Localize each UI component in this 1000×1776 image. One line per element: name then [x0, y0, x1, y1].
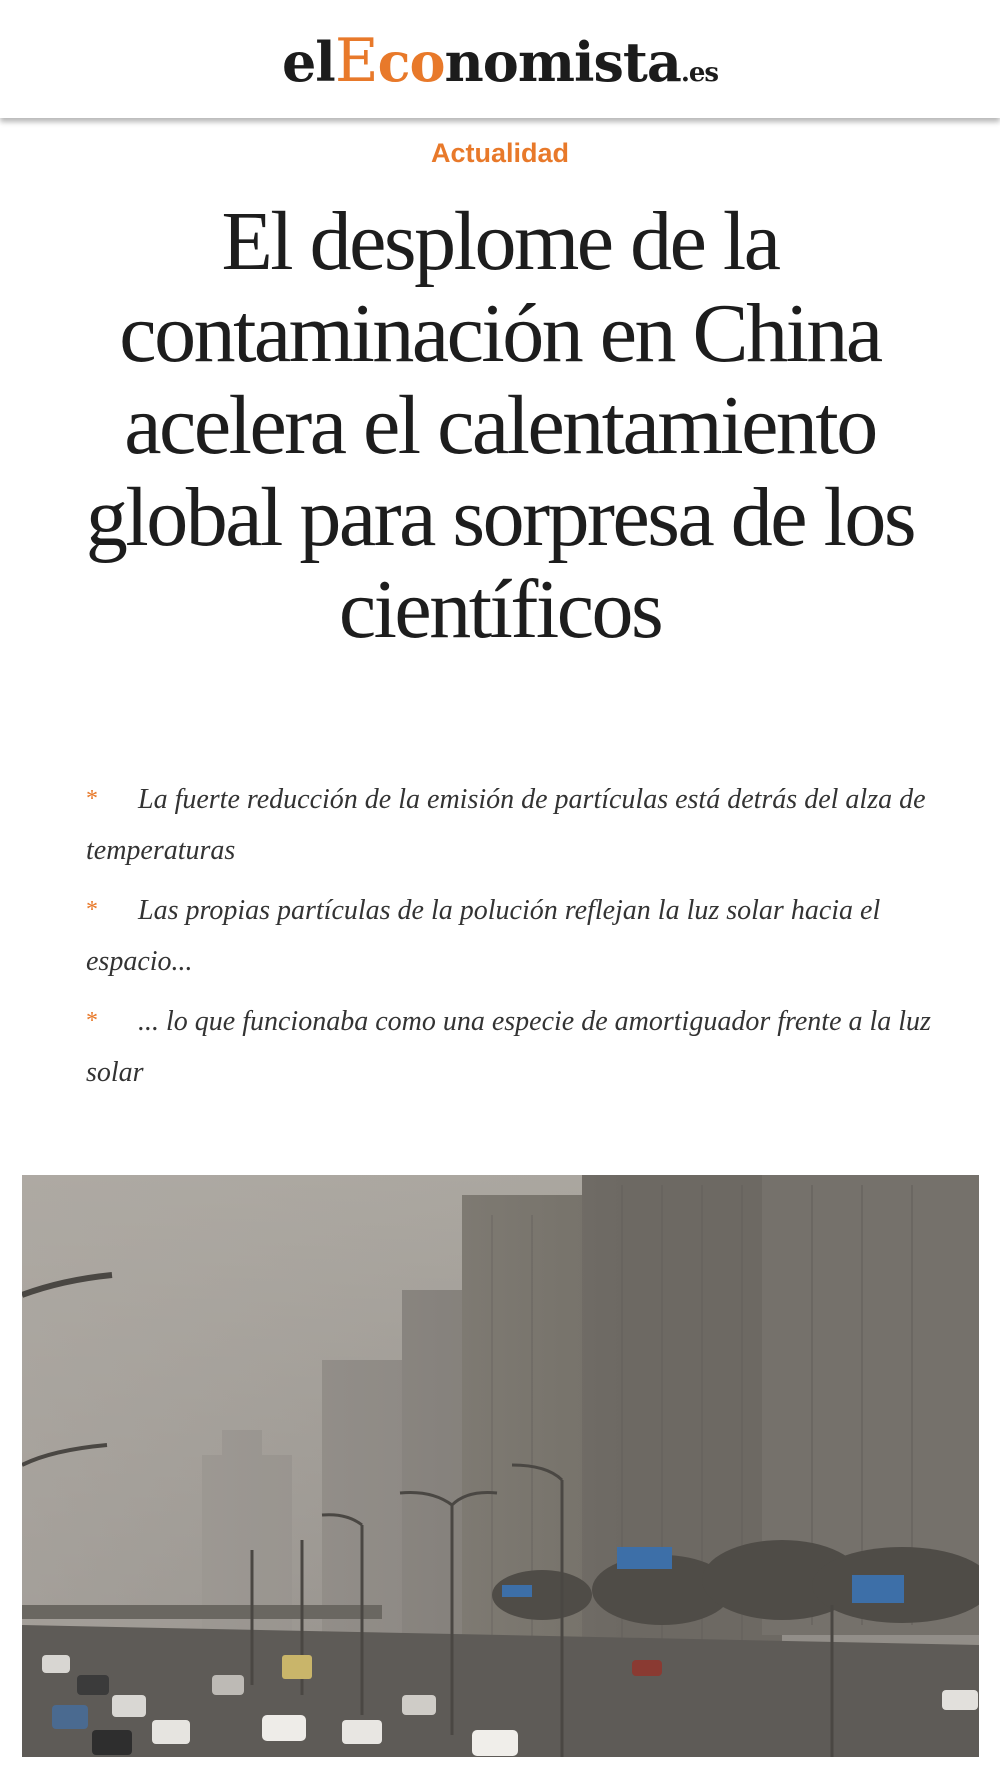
logo-rest: nomista: [444, 30, 681, 94]
article-summary: [86, 774, 976, 1107]
site-logo[interactable]: [0, 26, 1000, 96]
logo-initial: E: [334, 26, 378, 96]
summary-item: [86, 885, 976, 987]
section-label[interactable]: Actualidad: [430, 138, 570, 168]
article-photo: [22, 1175, 979, 1757]
logo-tld: .es: [680, 58, 719, 88]
summary-item: [86, 774, 976, 876]
site-header: [0, 0, 1000, 118]
bullet-icon: *: [86, 897, 98, 923]
smog-city-illustration: [22, 1175, 979, 1757]
logo-prefix: el: [281, 30, 335, 94]
bullet-icon: *: [86, 1008, 98, 1034]
summary-text: Las propias partículas de la polución reflejan la luz solar hacia el espacio...: [86, 895, 881, 977]
summary-item: [86, 996, 976, 1098]
summary-text: ... lo que funcionaba como una especie de amortiguador frente a la luz solar: [86, 1006, 931, 1088]
summary-text: La fuerte reducción de la emisión de partículas está detrás del alza de temperaturas: [86, 784, 926, 866]
logo-accent: co: [377, 30, 445, 94]
bullet-icon: *: [86, 786, 98, 812]
article-headline: El desplome de la contaminación en China acelera el calentamiento global para sorpresa de los científicos: [85, 195, 915, 656]
